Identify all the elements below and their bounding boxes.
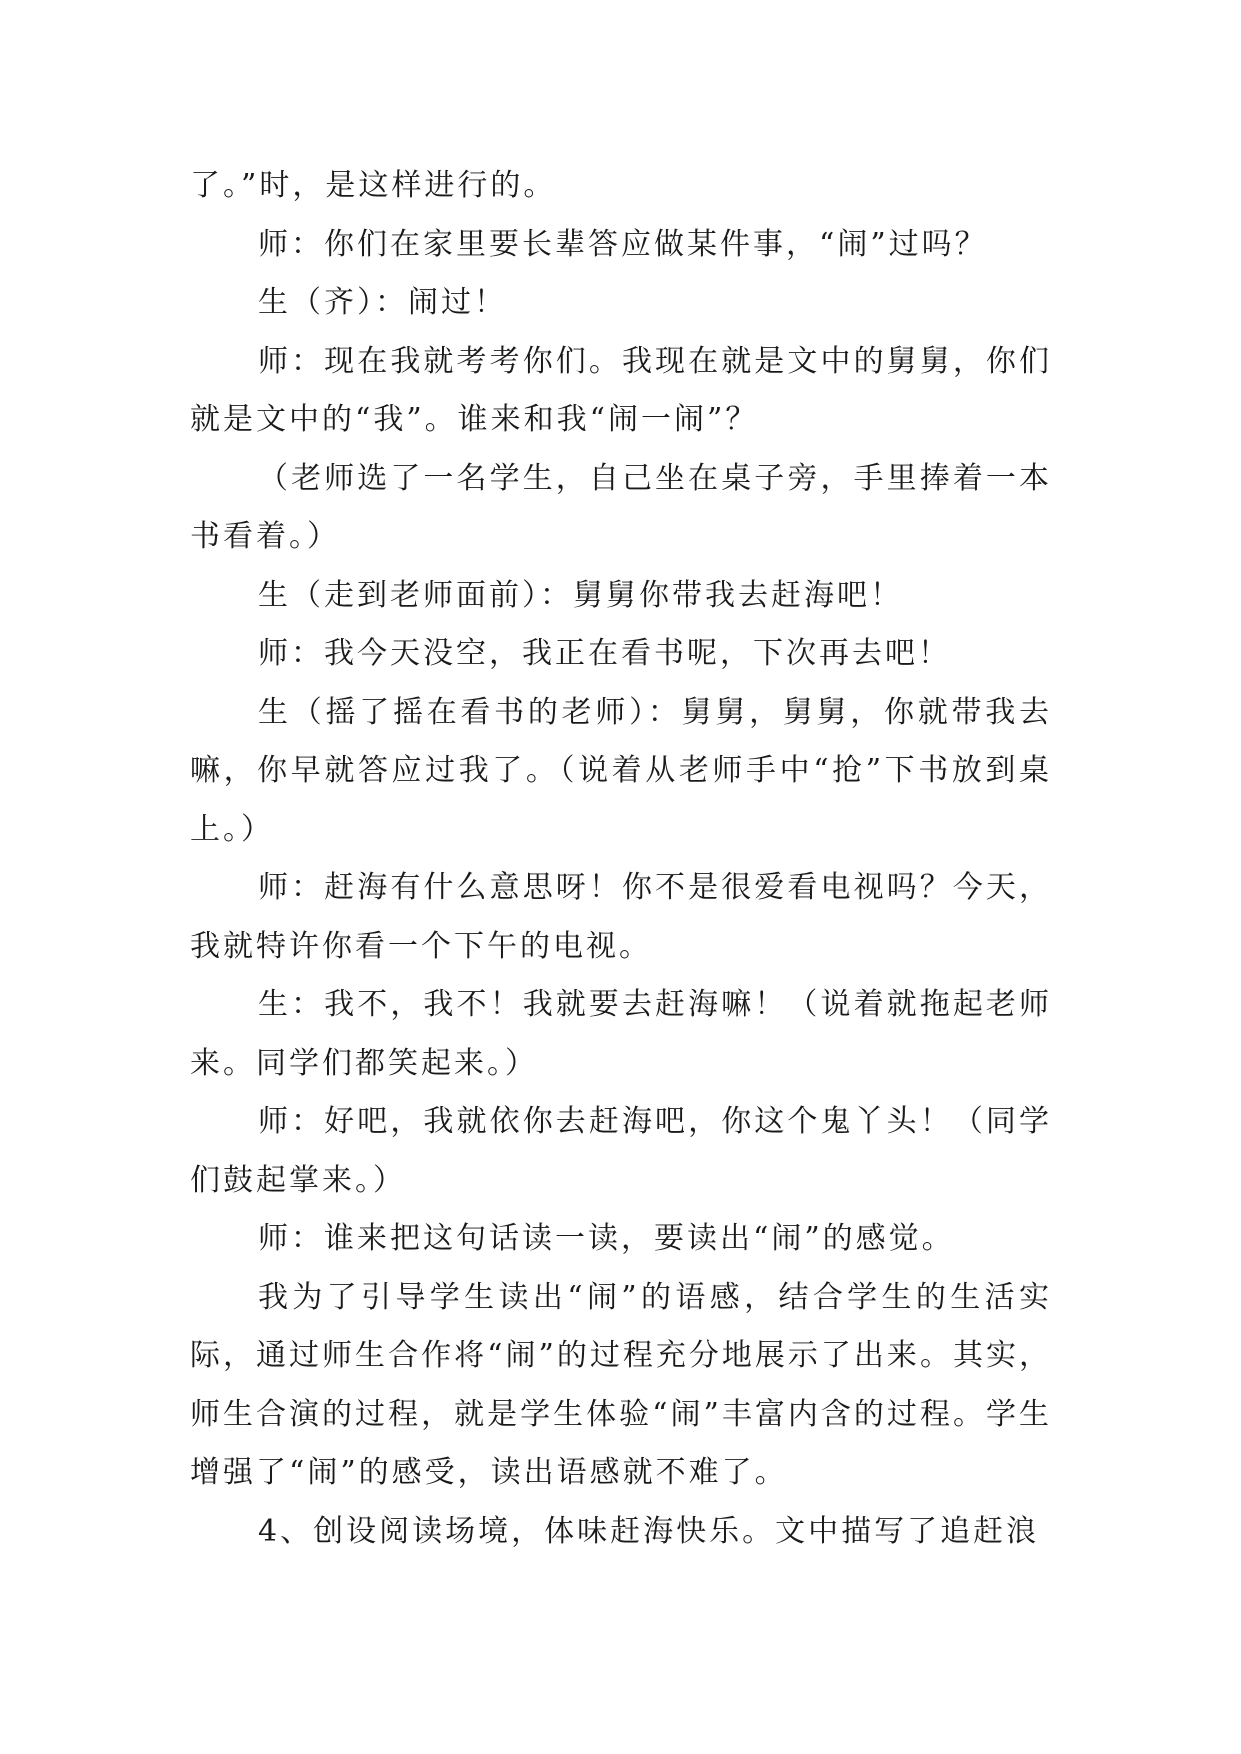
paragraph-1: 了。”时，是这样进行的。 (190, 168, 557, 203)
paragraph-9: 师：赶海有什么意思呀！你不是很爱看电视吗？今天，我就特许你看一个下午的电视。 (190, 870, 1052, 964)
paragraph-10: 生：我不，我不！我就要去赶海嘛！（说着就拖起老师来。同学们都笑起来。） (190, 987, 1052, 1081)
paragraph-6: 生（走到老师面前）：舅舅你带我去赶海吧！ (258, 577, 903, 613)
document-body (190, 157, 1052, 1561)
paragraph-4: 师：现在我就考考你们。我现在就是文中的舅舅，你们就是文中的“我”。谁来和我“闹一闹”？ (190, 343, 1052, 437)
paragraph-8: 生（摇了摇在看书的老师）：舅舅，舅舅，你就带我去嘛，你早就答应过我了。（说着从老师手中“抢”下书放到桌上。） (190, 694, 1052, 847)
paragraph-14: 4、创设阅读场境，体味赶海快乐。文中描写了追赶浪 (258, 1513, 1040, 1549)
paragraph-12: 师：谁来把这句话读一读，要读出“闹”的感觉。 (258, 1221, 955, 1256)
paragraph-13: 我为了引导学生读出“闹”的语感，结合学生的生活实际，通过师生合作将“闹”的过程充分地展示了出来。其实，师生合演的过程，就是学生体验“闹”丰富内含的过程。学生增强了“闹”的感受，读出语感就不难了。 (190, 1279, 1052, 1490)
paragraph-5: （老师选了一名学生，自己坐在桌子旁，手里捧着一本书看着。） (190, 460, 1052, 554)
paragraph-7: 师：我今天没空，我正在看书呢，下次再去吧！ (258, 636, 951, 671)
paragraph-2: 师：你们在家里要长辈答应做某件事，“闹”过吗？ (258, 226, 988, 262)
paragraph-11: 师：好吧，我就依你去赶海吧，你这个鬼丫头！（同学们鼓起掌来。） (190, 1104, 1052, 1198)
paragraph-3: 生（齐）：闹过！ (258, 285, 507, 320)
